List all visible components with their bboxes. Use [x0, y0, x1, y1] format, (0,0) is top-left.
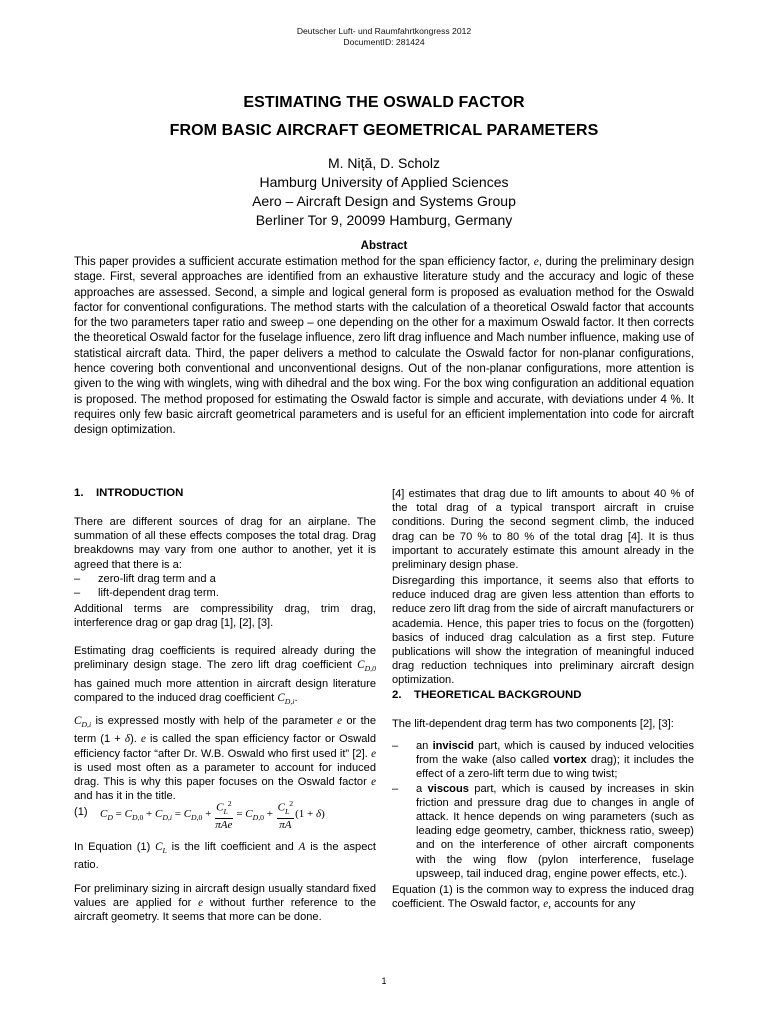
symbol-text: C — [74, 715, 82, 727]
text-run: is the aspect ratio. — [74, 841, 376, 872]
bold-term: viscous — [427, 782, 469, 795]
symbol-subscript: D,i — [81, 720, 92, 730]
text-run: a — [416, 782, 428, 795]
text-run: Equation (1) is the common way to express the induced drag coefficient. The Oswald factor, — [392, 884, 694, 911]
symbol-delta: δ — [124, 733, 131, 746]
symbol-text: C — [277, 691, 285, 704]
equation-number: (1) — [74, 806, 88, 818]
author-affiliation: Hamburg University of Applied Sciences — [259, 174, 509, 190]
paragraph — [392, 883, 694, 911]
bullet-list — [74, 572, 376, 600]
text-run: is used most often as a parameter to account for induced drag. This is why this paper focuses on the Oswald factor — [74, 761, 376, 789]
section-heading-theoretical-background — [392, 689, 694, 701]
paragraph — [74, 714, 376, 803]
author-address: Berliner Tor 9, 20099 Hamburg, Germany — [255, 212, 513, 228]
text-run: part, which is caused by induced velocities from the wake (also called — [416, 740, 695, 767]
text-run: part, which is caused by increases in skin friction and pressure drag due to changes in angle of attack. It hence depends on wing parameters (such as leading edge geometry, camber, thickness ratio, sweep) and on the interference of other aircraft components with the wing flow (pylon interference, fuselage upsweep, tail induced drag, engine power effects, etc.). — [416, 782, 694, 880]
equation-body: $C_D = C_{D,0} + C_{D,i} = C_{D,0}$ + $\frac{C_L^2}{\text{πAe}}$ = $C_{D,0}$ + $\frac{C_L^2}{\pi A}$ (1 + δ) — [100, 799, 325, 831]
symbol-subscript: L — [162, 846, 167, 856]
text-run: and has it in the title. — [74, 790, 176, 803]
abstract-text — [74, 255, 694, 439]
equation-1 — [74, 799, 376, 832]
bold-term: vortex — [553, 754, 587, 767]
symbol-e: e — [337, 715, 343, 727]
section-heading-introduction — [74, 487, 376, 499]
paper-title-line1: ESTIMATING THE OSWALD FACTOR — [243, 94, 525, 111]
paragraph — [74, 644, 376, 709]
section-number: 2. — [392, 689, 402, 701]
symbol-e: e — [371, 747, 376, 760]
symbol-subscript: D,i — [284, 697, 295, 707]
text-run: has gained much more attention in aircraft design literature compared to the induced drag coefficient — [74, 677, 376, 704]
bold-term: inviscid — [432, 740, 474, 752]
symbol-text: C — [357, 659, 365, 672]
symbol-cdi — [74, 715, 92, 730]
conference-name: Deutscher Luft- und Raumfahrtkongress 2012 — [296, 26, 472, 36]
bullet-list — [392, 739, 694, 881]
list-item-text: lift-dependent drag term. — [98, 587, 219, 600]
text-run: an — [416, 740, 433, 752]
symbol-e: e — [533, 256, 539, 268]
list-item — [392, 782, 694, 881]
abstract-text-part: This paper provides a sufficient accurate estimation method for the span efficiency factor, — [74, 256, 534, 268]
paragraph: The lift-dependent drag term has two components [2], [3]: — [392, 718, 674, 730]
fraction: $\frac{C_L^2}{\pi A}$ — [277, 799, 294, 831]
symbol-e: e — [140, 733, 146, 746]
symbol-cl — [155, 841, 167, 856]
text-run: For preliminary sizing in aircraft design usually standard fixed values are applied for — [74, 883, 376, 910]
list-item — [392, 739, 694, 782]
symbol-cd0 — [357, 659, 376, 674]
text-run: ). — [130, 733, 141, 746]
list-item — [74, 572, 376, 586]
conference-header — [0, 26, 768, 48]
paragraph — [74, 882, 376, 925]
text-run: In Equation (1) — [74, 841, 156, 853]
text-run: accounts for any — [551, 898, 636, 911]
symbol-e: e, — [543, 898, 551, 911]
section-title: INTRODUCTION — [96, 487, 184, 499]
symbol-e: e — [198, 897, 204, 910]
author-group: Aero – Aircraft Design and Systems Group — [252, 193, 516, 209]
text-run: is called the span efficiency factor or Oswald efficiency factor “after Dr. W.B. Oswald who first used it” [2]. — [74, 733, 377, 760]
list-item — [74, 586, 376, 600]
text-run: is the lift coefficient and — [166, 841, 299, 853]
list-item-text: zero-lift drag term and a — [98, 573, 216, 585]
symbol-a: A — [298, 841, 306, 853]
authors-block — [0, 154, 768, 230]
page-number: 1 — [381, 976, 387, 986]
symbol-e: e — [371, 776, 376, 789]
document-id: DocumentID: 281424 — [343, 37, 425, 47]
paragraph: [4] estimates that drag due to lift amounts to about 40 % of the total drag of a typical transport aircraft in cruise conditions. During the second segment climb, the induced drag can be 70 % to 80 % of the total drag [4]. It is thus important to accurately estimate this amount already in the preliminary design phase. — [392, 488, 694, 572]
paragraph: Disregarding this importance, it seems also that efforts to reduce induced drag are given less attention than efforts to reduce zero lift drag from the side of aircraft manufacturers or academia. Hence, this paper tries to focus on the (forgotten) basics of induced drag calculation as a first step. Future publications will show the integration of meaningful induced drag reduction techniques into preliminary aircraft design optimization. — [392, 575, 694, 687]
symbol-cdi — [277, 691, 295, 707]
abstract-text-part: , during the preliminary design stage. First, several approaches are identified from an exhaustive literature study and the accuracy and logic of these approaches are assessed. Second, a simple and logical general form is proposed as evaluation method for the Oswald factor for conventional configurations. The method starts with the calculation of a theoretical Oswald factor that accounts for the two parameters taper ratio and sweep – one depending on the other for a maximum Oswald factor. It then corrects the theoretical Oswald factor for the fuselage influence, zero lift drag influence and Mach number influence, making use of statistical aircraft data. Third, the paper delivers a method to calculate the Oswald factor for non-planar configurations, hence covering both conventional and unconventional designs. Out of the non-planar configurations, more attention is given to the wing with winglets, wing with dihedral and the box wing. For the box wing configuration an additional equation is proposed. The method proposed for estimating the Oswald factor is simple and accurate, with deviations under 4 %. It requires only few basic aircraft geometrical parameters and is useful for an efficient implementation into code for aircraft design optimization. — [74, 256, 694, 437]
text-run: is expressed mostly with help of the parameter — [91, 715, 338, 727]
paragraph: Additional terms are compressibility drag, trim drag, interference drag or gap drag [1], [2], [3]. — [74, 603, 376, 630]
bullet-dash: – — [74, 587, 81, 600]
paragraph — [74, 840, 376, 873]
section-number: 1. — [74, 487, 84, 499]
symbol-text: C — [155, 841, 163, 853]
author-names: M. Niță, D. Scholz — [327, 155, 441, 171]
bullet-dash: – — [74, 573, 81, 585]
abstract-heading: Abstract — [360, 240, 408, 252]
paragraph: There are different sources of drag for an airplane. The summation of all these effects composes the total drag. Drag breakdowns may vary from one author to another, yet it is agreed that there is a: — [74, 516, 376, 571]
text-run: Estimating drag coefficients is required already during the preliminary design stage. The zero lift drag coefficient — [74, 645, 376, 672]
text-run: drag); it includes the effect of a zero-lift term due to wing twist; — [416, 754, 695, 781]
symbol-subscript: D,0 — [364, 664, 376, 674]
text-run: . — [294, 691, 298, 704]
section-title: THEORETICAL BACKGROUND — [414, 689, 582, 701]
bullet-dash: – — [392, 740, 399, 752]
text-run: without further reference to the aircraft geometry. It seems that more can be done. — [74, 897, 376, 924]
paper-title-line2: FROM BASIC AIRCRAFT GEOMETRICAL PARAMETERS — [169, 122, 599, 139]
text-run: or the term (1 + — [74, 715, 376, 746]
bullet-dash: – — [392, 782, 399, 795]
fraction: $\frac{C_L^2}{\text{πAe}}$ — [215, 799, 233, 831]
